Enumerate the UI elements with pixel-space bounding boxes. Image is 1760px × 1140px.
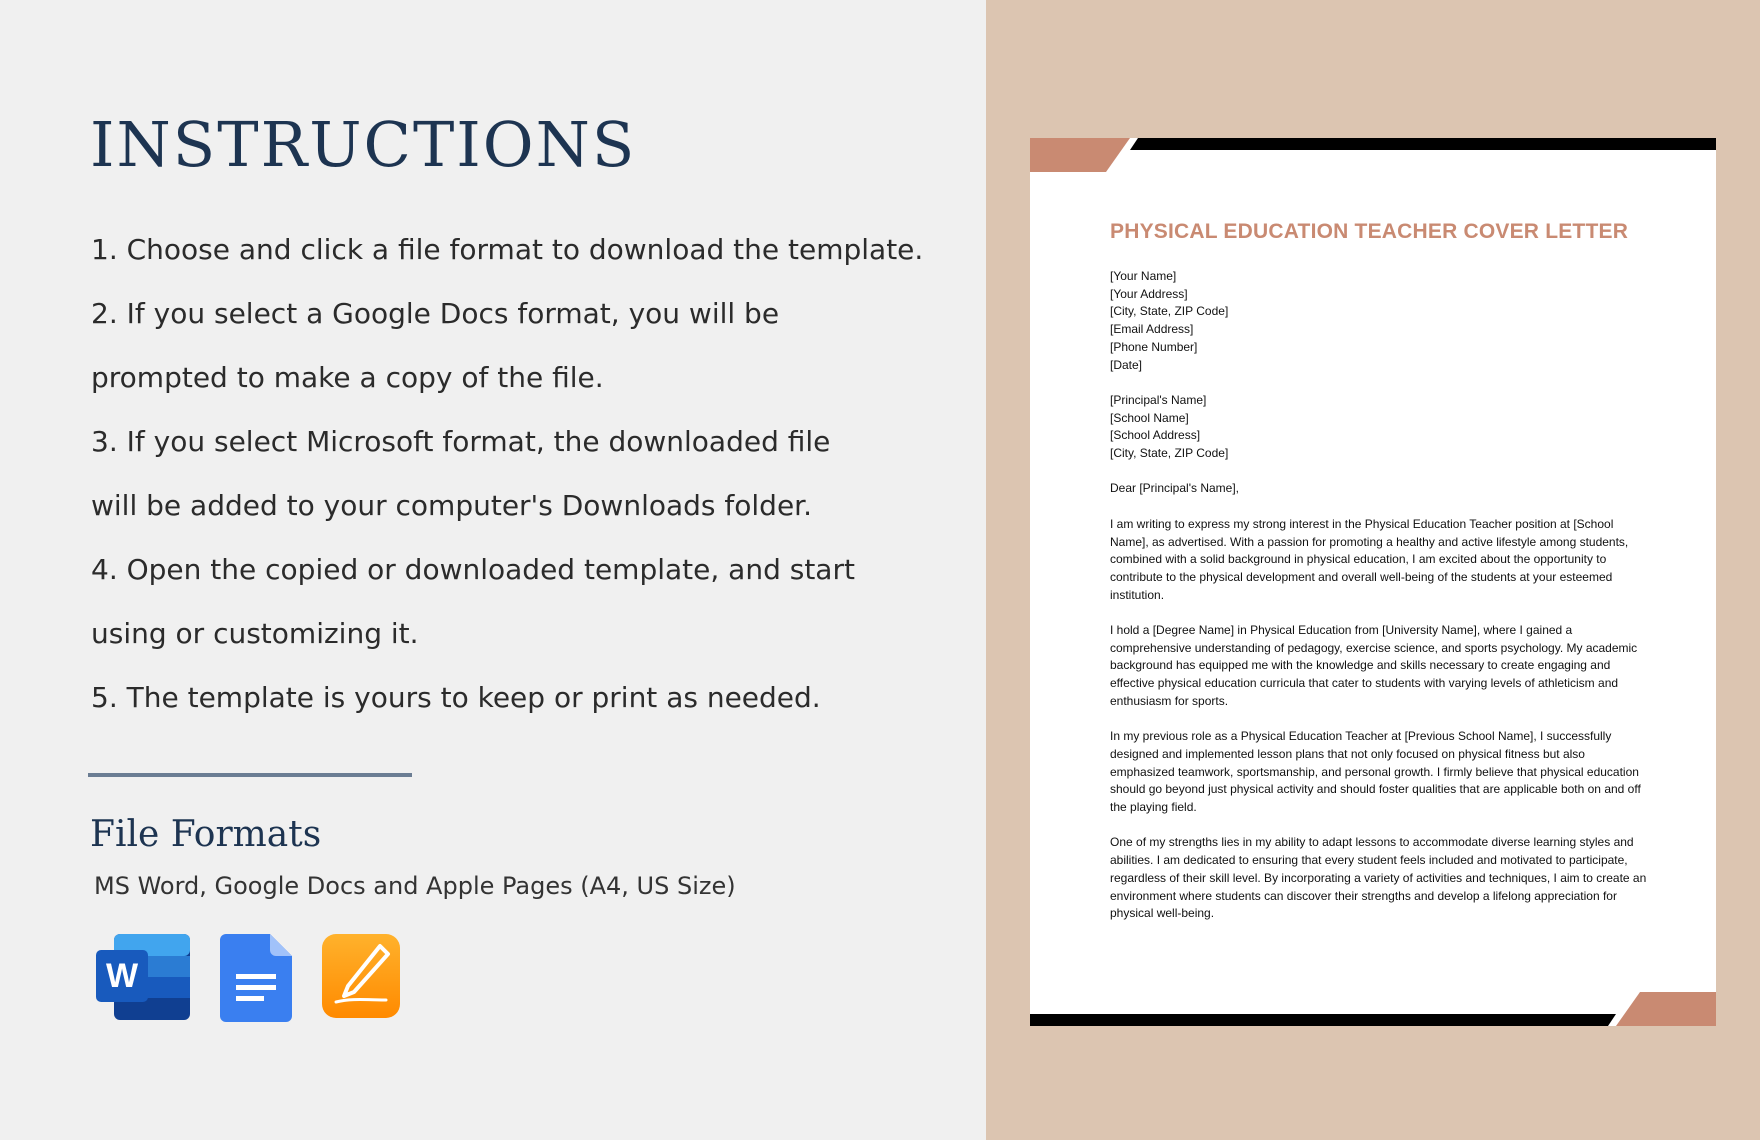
sender-line: [Your Name]: [1110, 269, 1177, 283]
recipient-line: [Principal's Name]: [1110, 392, 1207, 407]
cover-letter-preview: [1030, 138, 1716, 1026]
recipient-line: [School Address]: [1110, 428, 1201, 443]
sender-line: [Email Address]: [1110, 322, 1194, 337]
instruction-step-4: 4. Open the copied or downloaded template, and start: [91, 553, 855, 586]
recipient-block: [1110, 392, 1650, 463]
instruction-step-2-cont: prompted to make a copy of the file.: [91, 361, 604, 394]
instruction-step-1: 1. Choose and click a file format to download the template.: [91, 233, 924, 266]
letter-paragraph: One of my strengths lies in my ability to adapt lessons to accommodate diverse learning styles and abilities. I am dedicated to ensuring that every student feels included and motivated to participate, regardless of their skill level. By incorporating a variety of activities and techniques, I aim to create an environment where students can discover their strengths and develop a lifelong appreciation for physical well-being.: [1110, 835, 1647, 921]
sender-line: [Phone Number]: [1110, 339, 1198, 354]
sender-line: [City, State, ZIP Code]: [1110, 304, 1229, 319]
sender-line: [Your Address]: [1110, 286, 1188, 301]
apple-pages-icon[interactable]: [322, 934, 400, 1018]
file-formats-description: MS Word, Google Docs and Apple Pages (A4, US Size): [94, 872, 736, 900]
instruction-step-5: 5. The template is yours to keep or print as needed.: [91, 681, 821, 714]
sender-block: [1110, 268, 1650, 374]
letter-paragraph: In my previous role as a Physical Education Teacher at [Previous School Name], I successfully designed and implemented lesson plans that not only focused on physical fitness but also emphasized teamwork, sportsmanship, and personal growth. I firmly believe that physical education should go beyond just physical activity and should foster qualities that are applicable both on and off the playing field.: [1110, 729, 1641, 815]
instruction-step-3: 3. If you select Microsoft format, the downloaded file: [91, 425, 831, 458]
sender-line: [Date]: [1110, 357, 1143, 372]
recipient-line: [City, State, ZIP Code]: [1110, 446, 1229, 461]
salutation: Dear [Principal's Name],: [1110, 481, 1239, 496]
google-docs-icon[interactable]: [220, 934, 292, 1022]
section-divider: [88, 773, 412, 777]
top-decoration: [1030, 138, 1716, 178]
bottom-decoration: [1030, 986, 1716, 1026]
letter-paragraph: I hold a [Degree Name] in Physical Education from [University Name], where I gained a comprehensive understanding of pedagogy, exercise science, and sports psychology. My academic background has equipped me with the knowledge and skills necessary to create engaging and effective physical education curricula that cater to students with varying levels of athleticism and enthusiasm for sports.: [1110, 623, 1638, 708]
letter-title: PHYSICAL EDUCATION TEACHER COVER LETTER: [1110, 220, 1629, 243]
letter-body: [1110, 220, 1650, 941]
svg-text:W: W: [105, 957, 139, 995]
recipient-line: [School Name]: [1110, 410, 1189, 425]
instruction-step-2: 2. If you select a Google Docs format, you will be: [91, 297, 780, 330]
letter-paragraph: I am writing to express my strong interest in the Physical Education Teacher position at [School Name], as advertised. With a passion for promoting a healthy and active lifestyle among students, combined with a solid background in physical education, I am excited about the opportunity to contribute to the physical development and overall well-being of the students at your esteemed institution.: [1110, 516, 1629, 602]
file-formats-title: File Formats: [90, 814, 322, 855]
instruction-step-3-cont: will be added to your computer's Downloads folder.: [91, 489, 813, 522]
ms-word-icon[interactable]: [96, 934, 190, 1020]
instruction-steps: [91, 218, 951, 730]
instruction-step-4-cont: using or customizing it.: [91, 617, 419, 650]
instructions-title: INSTRUCTIONS: [90, 108, 637, 181]
